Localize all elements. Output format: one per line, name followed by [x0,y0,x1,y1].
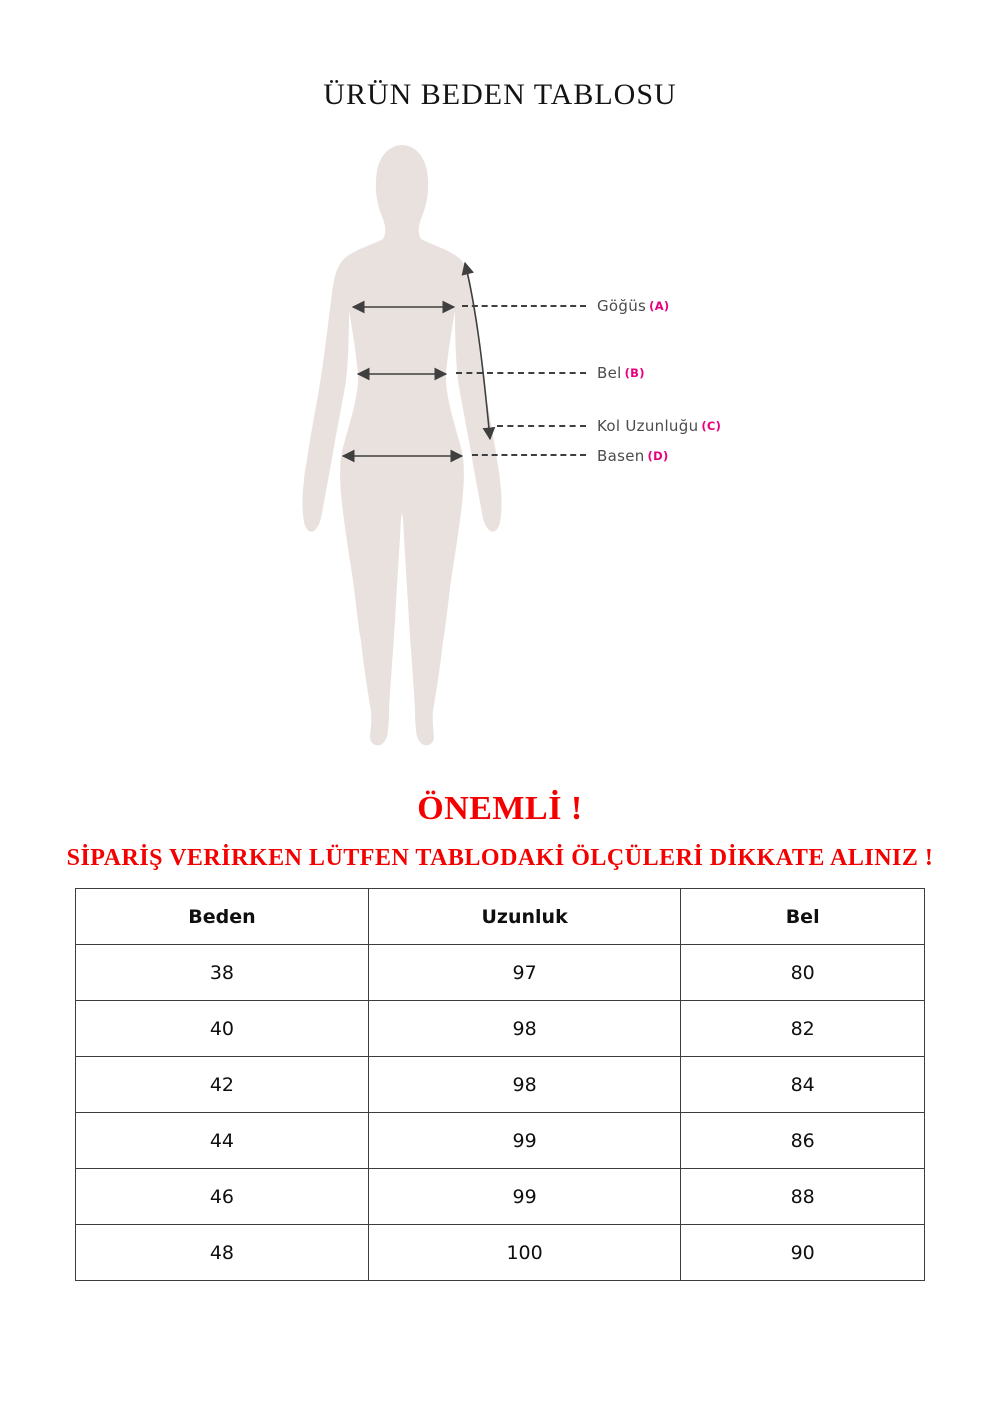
leader-line-arm [497,425,586,427]
measurement-label-hip [597,447,669,465]
measurement-code: (C) [701,419,722,433]
important-heading: ÖNEMLİ ! [417,790,583,827]
size-table-row [76,1001,925,1057]
size-cell: 90 [681,1225,925,1281]
size-table-header-row [76,889,925,945]
size-table-row [76,945,925,1001]
size-cell: 82 [681,1001,925,1057]
size-table-row [76,1225,925,1281]
size-cell: 88 [681,1169,925,1225]
size-cell: 100 [368,1225,680,1281]
female-body-silhouette [303,145,502,745]
size-cell: 46 [76,1169,369,1225]
size-cell: 44 [76,1113,369,1169]
measurement-label-arm-length [597,417,721,435]
size-cell: 99 [368,1113,680,1169]
body-measurement-diagram [252,140,552,752]
size-table [75,888,925,1281]
size-cell: 97 [368,945,680,1001]
size-cell: 38 [76,945,369,1001]
measurement-label-waist [597,364,645,382]
measurement-name: Basen [597,447,645,465]
size-table-row [76,1113,925,1169]
leader-line-waist [456,372,586,374]
size-cell: 42 [76,1057,369,1113]
size-cell: 98 [368,1001,680,1057]
size-table-row [76,1057,925,1113]
size-cell: 48 [76,1225,369,1281]
page-title: ÜRÜN BEDEN TABLOSU [323,78,677,111]
measurement-code: (D) [647,449,669,463]
size-cell: 86 [681,1113,925,1169]
size-cell: 80 [681,945,925,1001]
size-cell: 99 [368,1169,680,1225]
header-bel: Bel [681,889,925,945]
order-warning-text: SİPARİŞ VERİRKEN LÜTFEN TABLODAKİ ÖLÇÜLERİ DİKKATE ALINIZ ! [66,845,934,871]
measurement-code: (A) [649,299,670,313]
size-cell: 40 [76,1001,369,1057]
measurement-label-chest [597,297,669,315]
header-uzunluk: Uzunluk [368,889,680,945]
size-cell: 84 [681,1057,925,1113]
leader-line-hip [472,454,586,456]
measurement-name: Göğüs [597,297,647,315]
leader-line-chest [462,305,586,307]
header-beden: Beden [76,889,369,945]
size-cell: 98 [368,1057,680,1113]
size-table-row [76,1169,925,1225]
measurement-name: Bel [597,364,622,382]
measurement-code: (B) [624,366,645,380]
measurement-name: Kol Uzunluğu [597,417,699,435]
